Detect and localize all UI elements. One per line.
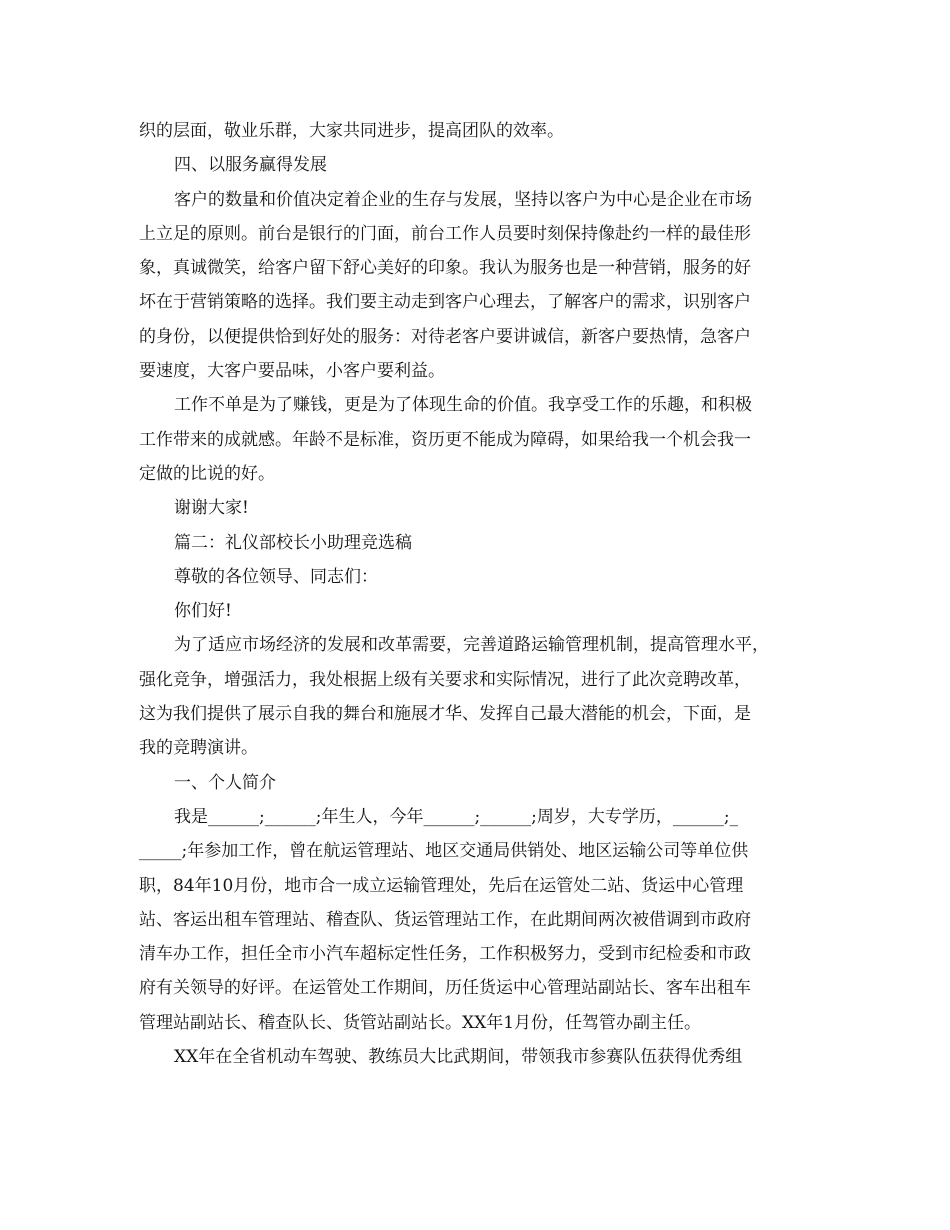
text-line: 职，84年10月份，地市合一成立运输管理处，先后在运管处二站、货运中心管理 xyxy=(139,875,744,896)
text-line: 织的层面，敬业乐群，大家共同进步，提高团队的效率。 xyxy=(139,121,564,141)
text-line: 四、以服务赢得发展 xyxy=(174,155,327,176)
text-line: 我是______;______;年生人，今年______;______;周岁，大专学历，______;_ xyxy=(174,806,739,827)
text-line: 篇二：礼仪部校长小助理竞选稿 xyxy=(174,532,412,553)
text-line: 定做的比说的好。 xyxy=(139,463,275,484)
text-line: 的身份，以便提供恰到好处的服务：对待老客户要讲诚信，新客户要热情，急客户 xyxy=(139,326,751,347)
text-line: 要速度，大客户要品味，小客户要利益。 xyxy=(139,361,445,382)
text-line: 坏在于营销策略的选择。我们要主动走到客户心理去，了解客户的需求，识别客户 xyxy=(139,292,751,313)
text-line: 为了适应市场经济的发展和改革需要，完善道路运输管理机制，提高管理水平， xyxy=(174,635,769,656)
text-line: 清车办工作，担任全市小汽车超标定性任务，工作积极努力，受到市纪检委和市政 xyxy=(139,944,751,965)
text-line: 谢谢大家! xyxy=(174,498,249,519)
text-line: 强化竞争，增强活力，我处根据上级有关要求和实际情况，进行了此次竞聘改革， xyxy=(139,669,751,690)
text-line: _____;年参加工作，曾在航运管理站、地区交通局供销处、地区运输公司等单位供 xyxy=(139,841,749,862)
text-line: 府有关领导的好评。在运管处工作期间，历任货运中心管理站副站长、客车出租车 xyxy=(139,978,751,999)
text-line: 站、客运出租车管理站、稽查队、货运管理站工作，在此期间两次被借调到市政府 xyxy=(139,909,751,930)
text-line: 一、个人简介 xyxy=(174,772,276,793)
text-line: 象，真诚微笑，给客户留下舒心美好的印象。我认为服务也是一种营销，服务的好 xyxy=(139,258,751,279)
text-line: XX年在全省机动车驾驶、教练员大比武期间，带领我市参赛队伍获得优秀组 xyxy=(174,1047,743,1068)
text-line: 尊敬的各位领导、同志们： xyxy=(174,566,378,587)
text-line: 工作不单是为了赚钱，更是为了体现生命的价值。我享受工作的乐趣，和积极 xyxy=(174,395,752,416)
text-line: 你们好! xyxy=(174,601,232,622)
text-line: 我的竞聘演讲。 xyxy=(139,738,258,759)
text-line: 客户的数量和价值决定着企业的生存与发展，坚持以客户为中心是企业在市场 xyxy=(174,189,752,210)
text-line: 管理站副站长、稽查队长、货管站副站长。XX年1月份，任驾管办副主任。 xyxy=(139,1012,702,1033)
text-line: 工作带来的成就感。年龄不是标准，资历更不能成为障碍，如果给我一个机会我一 xyxy=(139,429,751,450)
text-line: 这为我们提供了展示自我的舞台和施展才华、发挥自己最大潜能的机会，下面，是 xyxy=(139,704,751,725)
text-line: 上立足的原则。前台是银行的门面，前台工作人员要时刻保持像赴约一样的最佳形 xyxy=(139,223,751,244)
document-body xyxy=(139,114,819,1074)
